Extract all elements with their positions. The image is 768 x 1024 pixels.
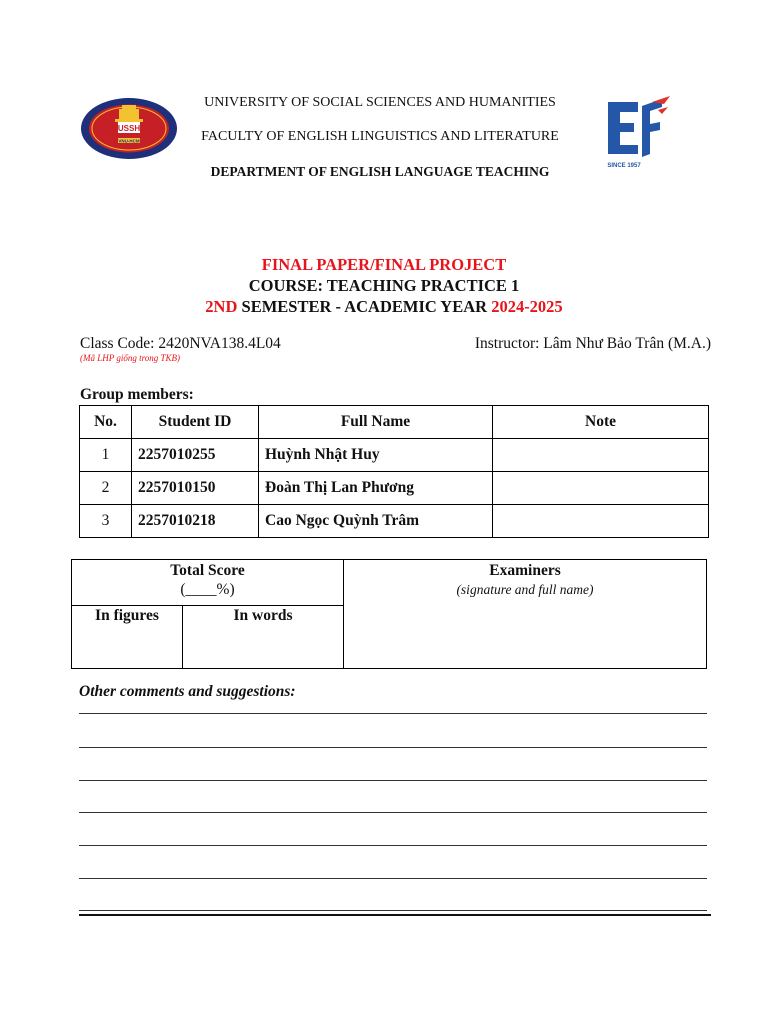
col-student-id: Student ID <box>132 406 259 439</box>
row-note <box>493 439 709 472</box>
semester-number: 2ND <box>205 297 238 316</box>
class-code-note: (Mã LHP giống trong TKB) <box>80 353 181 363</box>
row-full-name: Cao Ngọc Quỳnh Trâm <box>259 505 493 538</box>
faculty-name: FACULTY OF ENGLISH LINGUISTICS AND LITERATURE <box>201 129 559 144</box>
row-student-id: 2257010255 <box>132 439 259 472</box>
comment-line <box>79 878 707 879</box>
group-members-heading: Group members: <box>80 386 194 403</box>
total-score-percent: (____%) <box>180 581 235 598</box>
comment-line <box>79 910 707 911</box>
table-row <box>80 505 709 538</box>
academic-year: 2024-2025 <box>491 297 563 316</box>
bottom-divider <box>79 914 711 916</box>
faculty-logo <box>602 96 674 171</box>
semester-label: SEMESTER - ACADEMIC YEAR <box>237 297 492 316</box>
class-code: Class Code: 2420NVA138.4L04 <box>80 335 281 352</box>
comment-line <box>79 747 707 748</box>
row-full-name: Huỳnh Nhật Huy <box>259 439 493 472</box>
col-full-name: Full Name <box>259 406 493 439</box>
comment-line <box>79 845 707 846</box>
total-score-cell <box>72 560 344 606</box>
row-no: 1 <box>80 439 132 472</box>
in-words-cell: In words <box>183 606 344 669</box>
row-full-name: Đoàn Thị Lan Phương <box>259 472 493 505</box>
examiners-label: Examiners <box>489 562 561 579</box>
course-title: COURSE: TEACHING PRACTICE 1 <box>248 276 520 295</box>
row-note <box>493 505 709 538</box>
semester-title <box>0 297 768 317</box>
logo-caption: SINCE 1957 <box>607 163 641 169</box>
instructor: Instructor: Lâm Như Bảo Trân (M.A.) <box>474 335 711 352</box>
row-note <box>493 472 709 505</box>
row-no: 2 <box>80 472 132 505</box>
comment-line <box>79 812 707 813</box>
logo-text: USSH <box>117 124 141 133</box>
in-figures-cell: In figures <box>72 606 183 669</box>
row-student-id: 2257010218 <box>132 505 259 538</box>
table-row <box>80 439 709 472</box>
members-table <box>79 405 709 538</box>
row-student-id: 2257010150 <box>132 472 259 505</box>
table-row <box>80 472 709 505</box>
university-logo <box>80 97 178 160</box>
col-note: Note <box>493 406 709 439</box>
document-title: FINAL PAPER/FINAL PROJECT <box>261 255 507 274</box>
members-header-row <box>80 406 709 439</box>
department-name: DEPARTMENT OF ENGLISH LANGUAGE TEACHING <box>210 164 550 179</box>
university-name: UNIVERSITY OF SOCIAL SCIENCES AND HUMANITIES <box>204 95 556 110</box>
col-no: No. <box>80 406 132 439</box>
score-table <box>71 559 707 669</box>
examiners-note: (signature and full name) <box>456 582 594 597</box>
logo-subtext: VNU-HCM <box>118 138 140 144</box>
comments-heading: Other comments and suggestions: <box>79 683 296 700</box>
total-score-label: Total Score <box>170 562 245 579</box>
comment-line <box>79 780 707 781</box>
row-no: 3 <box>80 505 132 538</box>
comment-line <box>79 713 707 714</box>
examiners-cell <box>344 560 707 669</box>
